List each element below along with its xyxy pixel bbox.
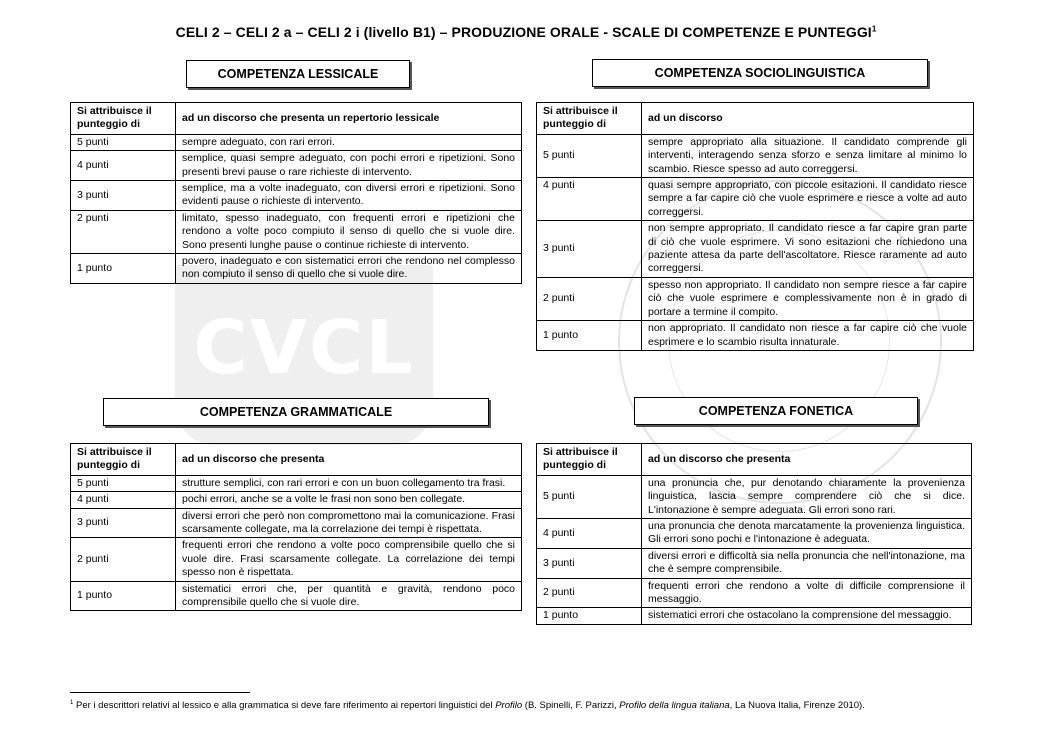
table-header-description: ad un discorso che presenta <box>642 444 972 476</box>
table-row: 1 punto povero, inadeguato e con sistematici errori che rendono nel complesso non compiuto il senso di quello che si vuole dire. <box>71 254 522 284</box>
table-row: 3 punti semplice, ma a volte inadeguato, con diversi errori e ripetizioni. Sono evidenti pause o richieste di intervento. <box>71 181 522 211</box>
table-header-score: Si attribuisce il punteggio di <box>71 103 176 135</box>
table-row: 2 punti limitato, spesso inadeguato, con frequenti errori e ripetizioni che rendono a volte poco compiuto il senso di quello che si vuole dire. Sono presenti lunghe pause o continue richieste di intervento. <box>71 210 522 253</box>
table-row: 1 punto sistematici errori che, per quantità e gravità, rendono poco comprensibile quello che si vuole dire. <box>71 581 522 611</box>
table-row: 4 punti quasi sempre appropriato, con piccole esitazioni. Il candidato riesce sempre a far capire ciò che vuole esprimere e riesce a volte ad auto correggersi. <box>537 178 974 221</box>
footnote-divider <box>70 692 250 693</box>
table-header-description: ad un discorso che presenta un repertorio lessicale <box>176 103 522 135</box>
page-title: CELI 2 – CELI 2 a – CELI 2 i (livello B1) – PRODUZIONE ORALE - SCALE DI COMPETENZE E PUNTEGGI$^1$ <box>175 24 877 40</box>
table-row: 1 punto non appropriato. Il candidato non riesce a far capire ciò che vuole esprimere e lo scambio risulta innaturale. <box>537 321 974 351</box>
heading-sociolinguistica: COMPETENZA SOCIOLINGUISTICA <box>592 59 928 87</box>
table-row: 1 punto sistematici errori che ostacolano la comprensione del messaggio. <box>537 608 972 624</box>
footnote: $^1$ Per i descrittori relativi al lessico e alla grammatica si deve fare riferimento ai repertori linguistici del Profilo (B. Spinelli, F. Parizzi, Profilo della lingua italiana, La Nuova Italia, Firenze 2010). <box>70 700 865 712</box>
heading-fonetica: COMPETENZA FONETICA <box>634 397 918 425</box>
table-header-description: ad un discorso <box>642 103 974 135</box>
table-grammaticale <box>70 443 522 611</box>
table-row: 3 punti diversi errori che però non compromettono mai la comunicazione. Frasi scarsamente collegate, ma la correlazione dei tempi è rispettata. <box>71 508 522 538</box>
watermark-logo: CVCL <box>193 305 415 391</box>
table-row: 2 punti spesso non appropriato. Il candidato non sempre riesce a far capire ciò che vuole esprimere e complessivamente non è in grado di portare a termine il compito. <box>537 277 974 320</box>
table-row: 3 punti non sempre appropriato. Il candidato riesce a far capire gran parte di ciò che vuole esprimere. Vi sono esitazioni che richiedono una paziente attesa da parte dell'ascoltatore. Riesce raramente ad auto correggersi. <box>537 221 974 278</box>
table-header-score: Si attribuisce il punteggio di <box>537 444 642 476</box>
table-row: 4 punti una pronuncia che denota marcatamente la provenienza linguistica. Gli errori sono pochi e l'intonazione è adeguata. <box>537 519 972 549</box>
table-header-score: Si attribuisce il punteggio di <box>71 444 176 476</box>
table-row: 5 punti sempre adeguato, con rari errori. <box>71 134 522 150</box>
table-row: 5 punti sempre appropriato alla situazione. Il candidato comprende gli interventi, interagendo senza sforzo e senza limitare al minimo lo scambio. Riesce spesso ad auto correggersi. <box>537 134 974 177</box>
table-fonetica <box>536 443 972 625</box>
table-lessicale <box>70 102 522 284</box>
table-row: 2 punti frequenti errori che rendono a volte di difficile comprensione il messaggio. <box>537 578 972 608</box>
heading-lessicale: COMPETENZA LESSICALE <box>186 60 410 88</box>
table-row: 3 punti diversi errori e difficoltà sia nella pronuncia che nell'intonazione, ma che è sempre comprensibile. <box>537 548 972 578</box>
heading-grammaticale: COMPETENZA GRAMMATICALE <box>103 398 489 426</box>
table-header-score: Si attribuisce il punteggio di <box>537 103 642 135</box>
table-row: 4 punti semplice, quasi sempre adeguato, con pochi errori e ripetizioni. Sono presenti brevi pause o rare richieste di intervento. <box>71 151 522 181</box>
table-header-description: ad un discorso che presenta <box>176 444 522 476</box>
table-row: 5 punti una pronuncia che, pur denotando chiaramente la provenienza linguistica, lascia sempre comprendere ciò che si dice. L'intonazione è sempre adeguata. Gli errori sono rari. <box>537 475 972 518</box>
table-row: 2 punti frequenti errori che rendono a volte poco comprensibile quello che si vuole dire. Frasi scarsamente collegate. La correlazione dei tempi spesso non è rispettata. <box>71 538 522 581</box>
table-sociolinguistica <box>536 102 974 351</box>
table-row: 5 punti strutture semplici, con rari errori e con un buon collegamento tra frasi. <box>71 475 522 491</box>
table-row: 4 punti pochi errori, anche se a volte le frasi non sono ben collegate. <box>71 492 522 508</box>
